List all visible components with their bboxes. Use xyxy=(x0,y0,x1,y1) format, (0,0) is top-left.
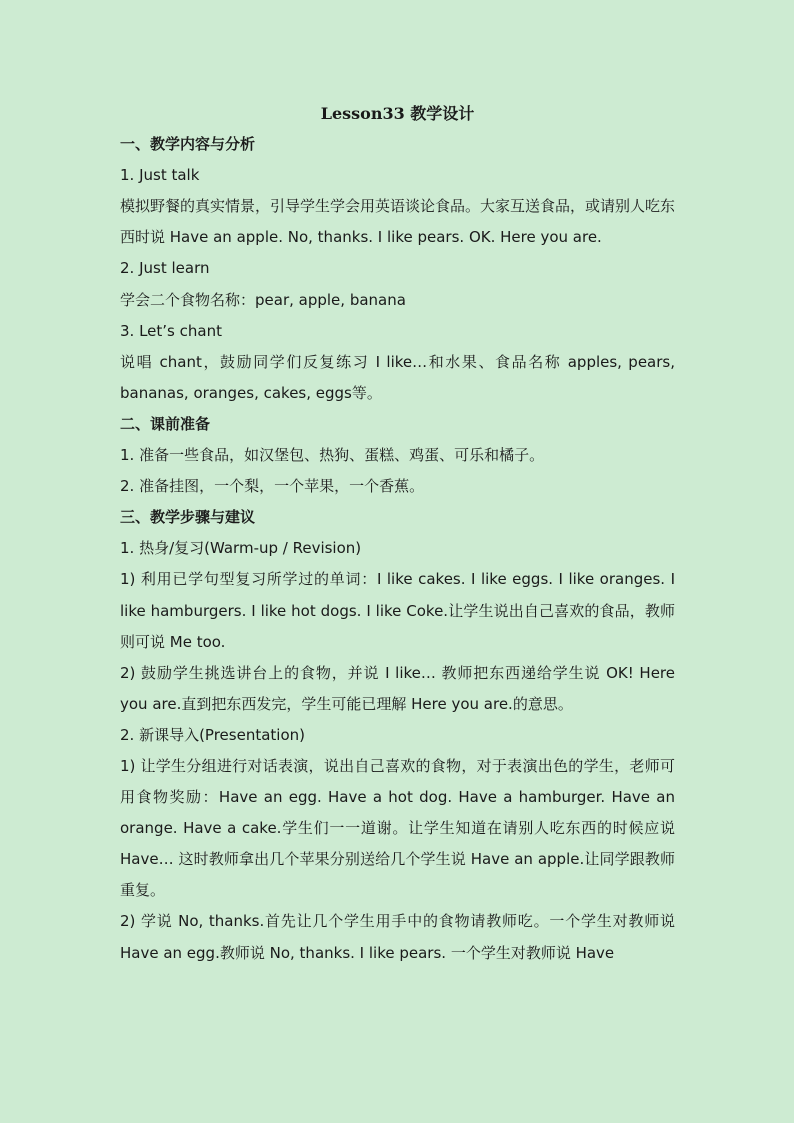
paragraph-warm-up-1: 1) 利用已学句型复习所学过的单词：I like cakes. I like eggs. I like oranges. I like hamburgers. I like hot dogs. I like Coke.让学生说出自己喜欢的食品，教师则可说 Me too. xyxy=(120,570,675,651)
paragraph-just-learn: 学会二个食物名称：pear, apple, banana xyxy=(120,290,406,309)
item-label-just-talk: 1. Just talk xyxy=(120,166,200,185)
step-label-presentation: 2. 新课导入(Presentation) xyxy=(120,725,305,744)
paragraph-presentation-2: 2) 学说 No, thanks.首先让几个学生用手中的食物请教师吃。一个学生对教师说 Have an egg.教师说 No, thanks. I like pears. 一个学生对教师说 Have xyxy=(120,912,675,962)
item-label-just-learn: 2. Just learn xyxy=(120,259,210,278)
step-label-warm-up: 1. 热身/复习(Warm-up / Revision) xyxy=(120,539,362,558)
preparation-item-1: 1. 准备一些食品，如汉堡包、热狗、蛋糕、鸡蛋、可乐和橘子。 xyxy=(120,446,545,465)
paragraph-presentation-1: 1) 让学生分组进行对话表演，说出自己喜欢的食物，对于表演出色的学生，老师可用食物奖励：Have an egg. Have a hot dog. Have a hamburger. Have an orange. Have a cake.学生们一一道谢。让学生知道在请别人吃东西的时候应说 Have… 这时教师拿出几个苹果分别送给几个学生说 Have an apple.让同学跟教师重复。 xyxy=(120,756,675,900)
section-heading-teaching-steps: 三、教学步骤与建议 xyxy=(120,508,256,527)
item-label-lets-chant: 3. Let’s chant xyxy=(120,321,222,340)
paragraph-warm-up-2: 2) 鼓励学生挑选讲台上的食物，并说 I like… 教师把东西递给学生说 OK! Here you are.直到把东西发完，学生可能已理解 Here you are.的意思。 xyxy=(120,663,675,713)
paragraph-just-talk: 模拟野餐的真实情景，引导学生学会用英语谈论食品。大家互送食品，或请别人吃东西时说 Have an apple. No, thanks. I like pears. OK. Here you are. xyxy=(120,197,676,247)
document-title: Lesson33 教学设计 xyxy=(320,104,475,123)
paragraph-lets-chant: 说唱 chant，鼓励同学们反复练习 I like…和水果、食品名称 apples, pears, bananas, oranges, cakes, eggs等。 xyxy=(120,352,675,402)
document-page xyxy=(120,98,675,969)
section-heading-content-analysis: 一、教学内容与分析 xyxy=(120,135,256,154)
preparation-item-2: 2. 准备挂图，一个梨，一个苹果，一个香蕉。 xyxy=(120,477,425,496)
section-heading-preparation: 二、课前准备 xyxy=(120,414,211,433)
